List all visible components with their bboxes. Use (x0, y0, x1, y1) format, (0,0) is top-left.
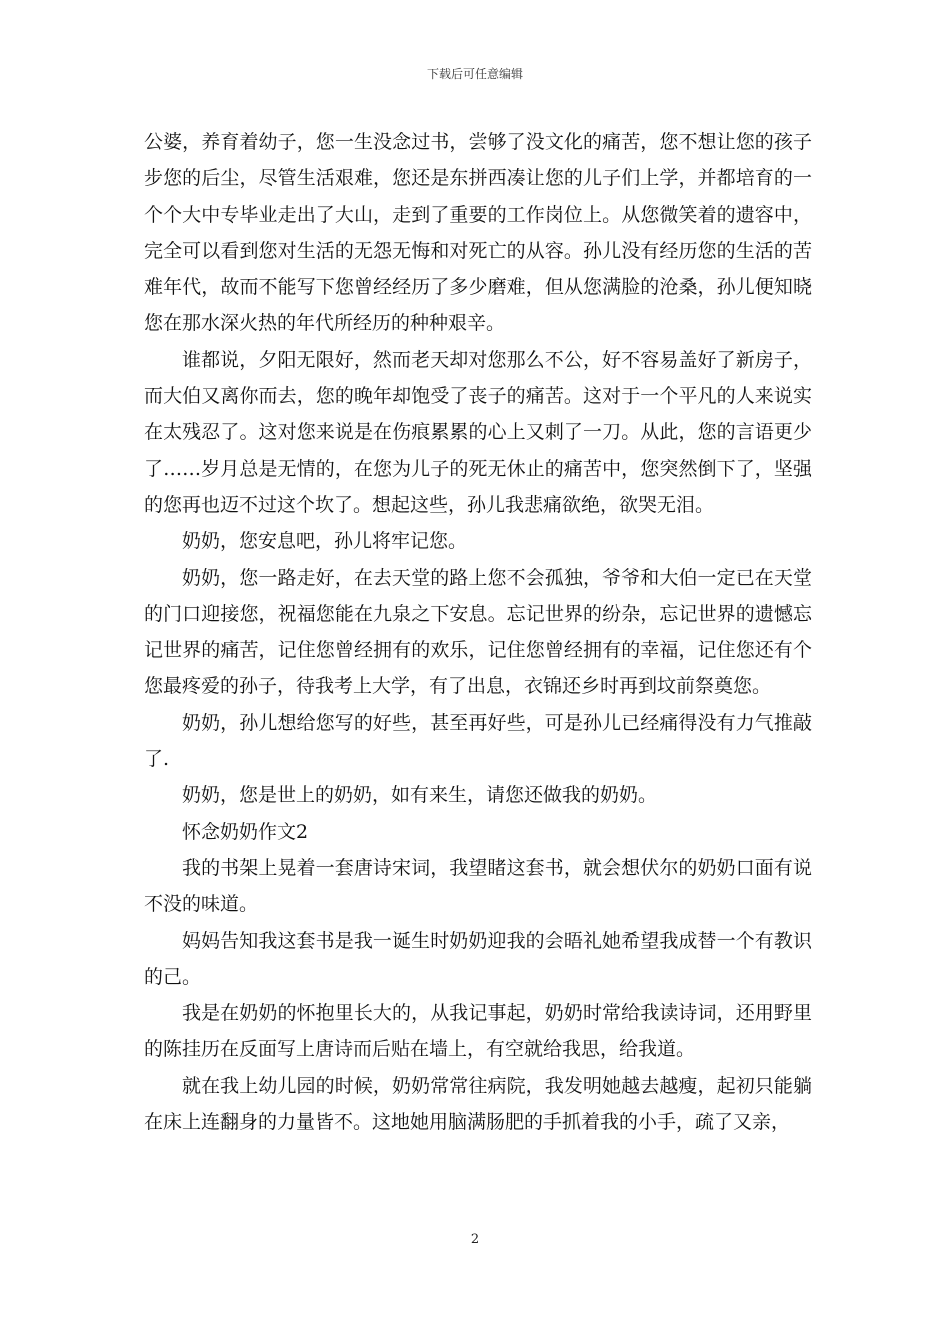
section-heading: 怀念奶奶作文2 (182, 820, 309, 843)
paragraph: 我的书架上晃着一套唐诗宋词，我望睹这套书，就会想伏尔的奶奶口面有说不没的味道。 (144, 856, 812, 916)
page-number: 2 (470, 1232, 480, 1247)
paragraph: 妈妈告知我这套书是我一诞生时奶奶迎我的会晤礼她希望我成替一个有教识的己。 (144, 929, 812, 988)
paragraph: 就在我上幼儿园的时候，奶奶常常往病院，我发明她越去越瘦，起初只能躺在床上连翻身的力量皆不。这地她用脑满肠肥的手抓着我的小手，疏了又亲， (144, 1074, 812, 1134)
paragraph: 奶奶，您安息吧，孙儿将牢记您。 (182, 530, 468, 553)
paragraph: 我是在奶奶的怀抱里长大的，从我记事起，奶奶时常给我读诗词，还用野里的陈挂历在反面写上唐诗而后贴在墙上，有空就给我思，给我道。 (144, 1002, 812, 1061)
paragraph: 奶奶，孙儿想给您写的好些，甚至再好些，可是孙儿已经痛得没有力气推敲了. (144, 711, 812, 771)
paragraph: 奶奶，您一路走好，在去天堂的路上您不会孤独，爷爷和大伯一定已在天堂的门口迎接您，祝福您能在九泉之下安息。忘记世界的纷杂，忘记世界的遗憾忘记世界的痛苦，记住您曾经拥有的欢乐，记住您曾经拥有的幸福，记住您还有个您最疼爱的孙子，待我考上大学，有了出息，衣锦还乡时再到坟前祭奠您。 (144, 566, 812, 698)
paragraph: 奶奶，您是世上的奶奶，如有来生，请您还做我的奶奶。 (182, 784, 658, 807)
document-body (144, 124, 812, 1140)
paragraph: 谁都说，夕阳无限好，然而老天却对您那么不公，好不容易盖好了新房子，而大伯又离你而去，您的晚年却饱受了丧子的痛苦。这对于一个平凡的人来说实在太残忍了。这对您来说是在伤痕累累的心上又刺了一刀。从此，您的言语更少了……岁月总是无情的，在您为儿子的死无休止的痛苦中，您突然倒下了，坚强的您再也迈不过这个坎了。想起这些，孙儿我悲痛欲绝，欲哭无泪。 (144, 348, 812, 516)
page-header: 下载后可任意编辑 (426, 67, 523, 81)
paragraph: 公婆，养育着幼子，您一生没念过书，尝够了没文化的痛苦，您不想让您的孩子步您的后尘，尽管生活艰难，您还是东拼西凑让您的儿子们上学，并都培育的一个个大中专毕业走出了大山，走到了重要的工作岗位上。从您微笑着的遗容中，完全可以看到您对生活的无怨无悔和对死亡的从容。孙儿没有经历您的生活的苦难年代，故而不能写下您曾经经历了多少磨难，但从您满脸的沧桑，孙儿便知晓您在那水深火热的年代所经历的种种艰辛。 (144, 131, 812, 335)
